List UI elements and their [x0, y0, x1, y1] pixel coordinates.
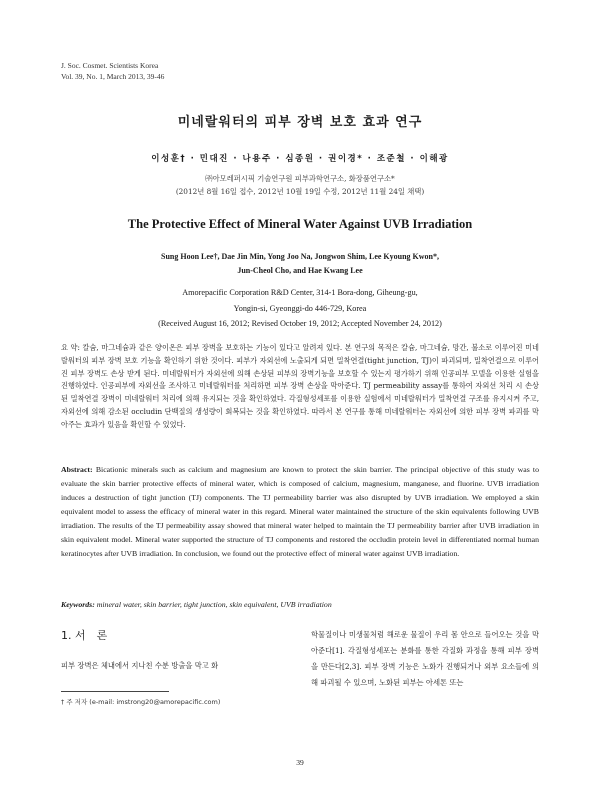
- keywords-label: Keywords:: [61, 600, 95, 609]
- english-affiliation-block: [0, 285, 600, 332]
- korean-abstract: 요 약: 칼슘, 마그네슘과 같은 양이온은 피부 장벽을 보호하는 기능이 있다고 알려져 있다. 본 연구의 목적은 칼슘, 마그네슘, 망간, 불소로 이루어진 미네랄워터의 피부 장벽 보호 기능을 확인하기 위한 것이다. 피부가 자외선에 노출되게 되면 밀착연결(tight junction, TJ)이 파괴되며, 밀착연결으로 이루어진 피부 장벽도 손상 받게 된다. 미네랄워터가 자외선에 의해 손상된 피부의 장벽기능을 보호할 수 있는지 평가하기 위해 인공피부 모델을 이용한 실험을 진행하였다. 인공피부에 자외선을 조사하고 미네랄워터를 처리하면 피부 장벽 손상을 막아준다. TJ permeability assay를 통하여 자외선 처리 시 손상된 밀착연결 장벽이 미네랄워터 처리에 의해 유지되는 것을 확인하였다. 각질형성세포를 이용한 실험에서 미네랄워터가 밀착연결 구조를 유지시켜 주고, 자외선에 의해 감소된 occludin 단백질의 생성량이 회복되는 것을 확인하였다. 따라서 본 연구를 통해 미네랄워터는 자외선에 의한 피부 장벽 파괴를 막아주는 효과가 있음을 확인할 수 있었다.: [61, 343, 539, 429]
- journal-info: [61, 60, 164, 82]
- english-authors-line1: Sung Hoon Lee†, Dae Jin Min, Yong Joo Na, Jongwon Shim, Lee Kyoung Kwon*,: [161, 252, 439, 261]
- english-dates: (Received August 16, 2012; Revised October 19, 2012; Accepted November 24, 2012): [158, 319, 442, 328]
- korean-title: 미네랄워터의 피부 장벽 보호 효과 연구: [177, 115, 423, 130]
- journal-volume: Vol. 39, No. 1, March 2013, 39-46: [61, 72, 165, 81]
- keywords-text: mineral water, skin barrier, tight junction, skin equivalent, UVB irradiation: [94, 600, 332, 609]
- intro-right-column: 학물질이나 미생물처럼 해로운 물질이 우리 몸 안으로 들어오는 것을 막아준다[1]. 각질형성세포는 분화를 통한 각질화 과정을 통해 피부 장벽을 만든다[2,3]. 피부 장벽 기능은 노화가 진행되거나 외부 요소들에 의해 파괴될 수 있으며, 노화된 피부는 아세톤 또는: [311, 630, 539, 687]
- abstract-label: Abstract:: [61, 465, 93, 474]
- intro-left-column: 피부 장벽은 체내에서 지나친 수분 방출을 막고 화: [61, 661, 219, 670]
- korean-affiliation-block: [0, 172, 600, 198]
- english-affiliation-line1: Amorepacific Corporation R&D Center, 314-1 Bora-dong, Giheung-gu,: [182, 288, 418, 297]
- korean-dates: (2012년 8월 16일 접수, 2012년 10월 19일 수정, 2012년 11월 24일 채택): [175, 187, 425, 196]
- page-number: 39: [296, 758, 304, 767]
- abstract-text: Bicationic minerals such as calcium and magnesium are known to protect the skin barrier. The principal objective of this study was to evaluate the skin barrier protective effects of mineral water, which is composed of calcium, magnesium, manganese, and fluorine. UVB irradiation induces a destruction of tight junction (TJ) components. The TJ permeability barrier was also disrupted by UVB irradiation. We employed a skin equivalent model to assess the efficacy of mineral water in this regard. Mineral water maintained the structure of the skin equivalents following UVB irradiation. The results of the TJ permeability assay showed that mineral water helped to maintain the TJ permeability barrier after UVB irradiation in skin equivalent model. Mineral water supported the structure of TJ components and restored the occludin protein level in differentiated normal human keratinocytes after UVB irradiation. In conclusion, we found out the protective effect of mineral water against UVB irradiation.: [61, 465, 539, 558]
- journal-name: J. Soc. Cosmet. Scientists Korea: [61, 61, 159, 70]
- korean-authors: 이성훈† · 민대진 · 나용주 · 심종원 · 권이경* · 조준철 · 이해광: [151, 154, 449, 164]
- english-title: The Protective Effect of Mineral Water Against UVB Irradiation: [127, 217, 473, 231]
- english-affiliation-line2: Yongin-si, Gyeonggi-do 446-729, Korea: [233, 303, 367, 313]
- footnote-divider: [61, 691, 169, 692]
- english-authors-line2: Jun-Cheol Cho, and Hae Kwang Lee: [237, 266, 363, 275]
- keywords: [61, 600, 332, 609]
- section-title-introduction: 1. 서 론: [61, 629, 108, 642]
- english-authors: [0, 250, 600, 278]
- korean-affiliation: ㈜아모레퍼시픽 기술연구원 피부과학연구소, 화장품연구소*: [205, 174, 395, 183]
- english-abstract: [61, 463, 539, 561]
- corresponding-author-footnote: † 주 저자 (e-mail: imstrong20@amorepacific.com): [61, 698, 221, 706]
